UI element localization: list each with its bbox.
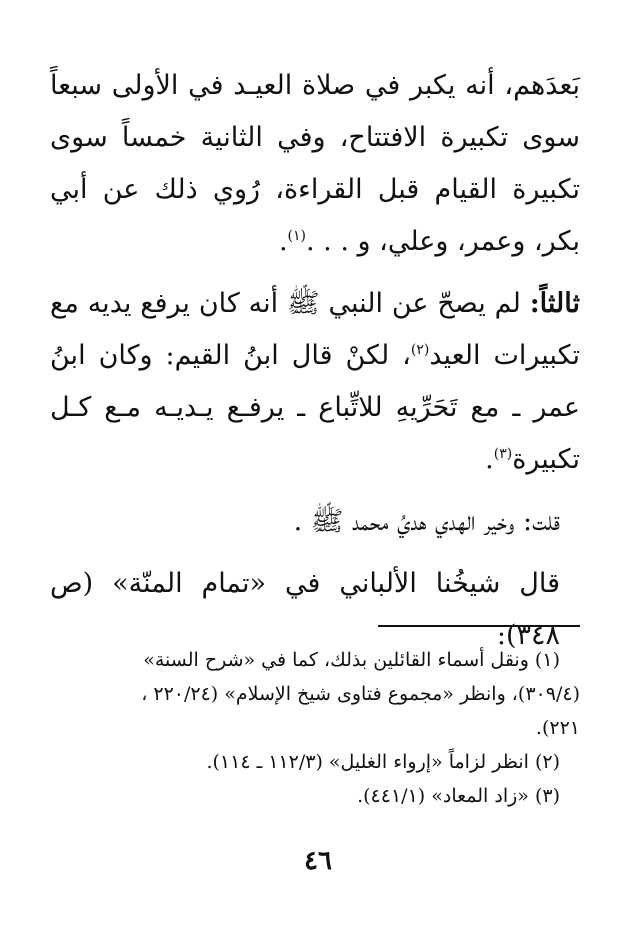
paragraph-1 (50, 60, 580, 268)
paragraph-2 (50, 278, 580, 486)
paragraph-4-text: قال شيخُنا الألباني في «تمام المنّة» (ص ٣٤٨): (50, 568, 560, 651)
paragraph-3-lead: قلت: (523, 506, 560, 537)
footnote-1-line-2: (٣٠٩/٤)، وانظر «مجموع فتاوى شيخ الإسلام» (٢٢٠/٢٤ ، (141, 683, 580, 705)
footnote-ref-3: (٣) (493, 446, 513, 462)
paragraph-3 (50, 496, 580, 548)
paragraph-1-text: بَعدَهم، أنه يكبر في صلاة العيـد في الأولى سبعاً سوى تكبيرة الافتتاح، وفي الثانية خمساً سوى تكبيرة القيام قبل القراءة، رُوي ذلك عن أبي بكر، وعمر، وعلي، و . . . (50, 70, 580, 257)
footnotes (50, 643, 580, 813)
footnote-1-line-3: ٢٢١). (535, 717, 580, 739)
page-number: ٤٦ (304, 846, 332, 876)
paragraph-2-end: . (485, 444, 494, 475)
footnote-1-line-1: (١) ونقل أسماء القائلين بذلك، كما في «شرح السنة» (143, 649, 560, 671)
paragraph-2-text-b: ، لكنْ قال ابنُ القيم: وكان ابنُ عمر ـ مع تَحَرِّيهِ للاتِّباع ـ يرفـع يـديـه مـع كـل تكبيرة (50, 340, 580, 475)
paragraph-3-text: وخير الهدي هديُ محمد ﷺ . (293, 506, 515, 537)
paragraph-1-end: . (278, 226, 288, 257)
paragraph-2-lead: ثالثاً: (529, 288, 580, 319)
main-text (50, 60, 580, 662)
paragraph-2-text-a: لم يصحّ عن النبي ﷺ أنه كان يرفع يديه مع تكبيرات العيد (50, 288, 580, 371)
footnote-2: (٢) انظر لزاماً «إرواء الغليل» (١١٢/٣ ـ ١١٤). (206, 751, 560, 773)
footnote-ref-2: (٢) (410, 342, 430, 358)
footnote-3: (٣) «زاد المعاد» (٤٤١/١). (357, 785, 560, 807)
footnote-divider (378, 625, 580, 627)
footnote-ref-1: (١) (287, 228, 306, 244)
